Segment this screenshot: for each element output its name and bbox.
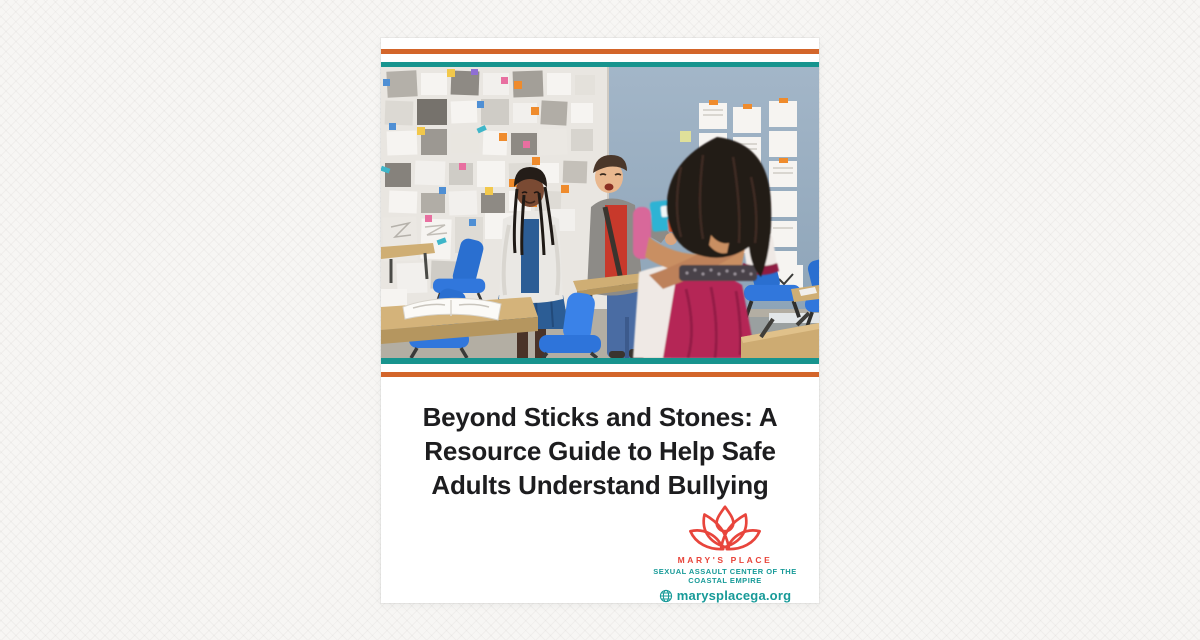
org-tagline-line2: COASTAL EMPIRE — [688, 576, 762, 585]
cover-title-line: Resource Guide to Help Safe — [424, 436, 776, 466]
cover-title-line: Beyond Sticks and Stones: A — [422, 402, 778, 432]
cover-title — [399, 400, 801, 502]
document-page — [381, 38, 819, 603]
org-name: MARY'S PLACE — [677, 555, 773, 565]
lotus-flower-icon — [685, 503, 765, 553]
cover-photo-illustration — [381, 67, 819, 358]
org-website: marysplacega.org — [676, 588, 792, 603]
cover-title-line: Adults Understand Bullying — [431, 470, 769, 500]
globe-icon — [659, 589, 673, 603]
accent-stripe-orange-bottom — [381, 372, 819, 377]
accent-stripe-teal-bottom — [381, 358, 819, 364]
accent-stripe-orange-top — [381, 49, 819, 54]
org-logo — [643, 503, 807, 603]
org-tagline-line1: SEXUAL ASSAULT CENTER OF THE — [653, 567, 797, 576]
cover-photo — [381, 67, 819, 358]
